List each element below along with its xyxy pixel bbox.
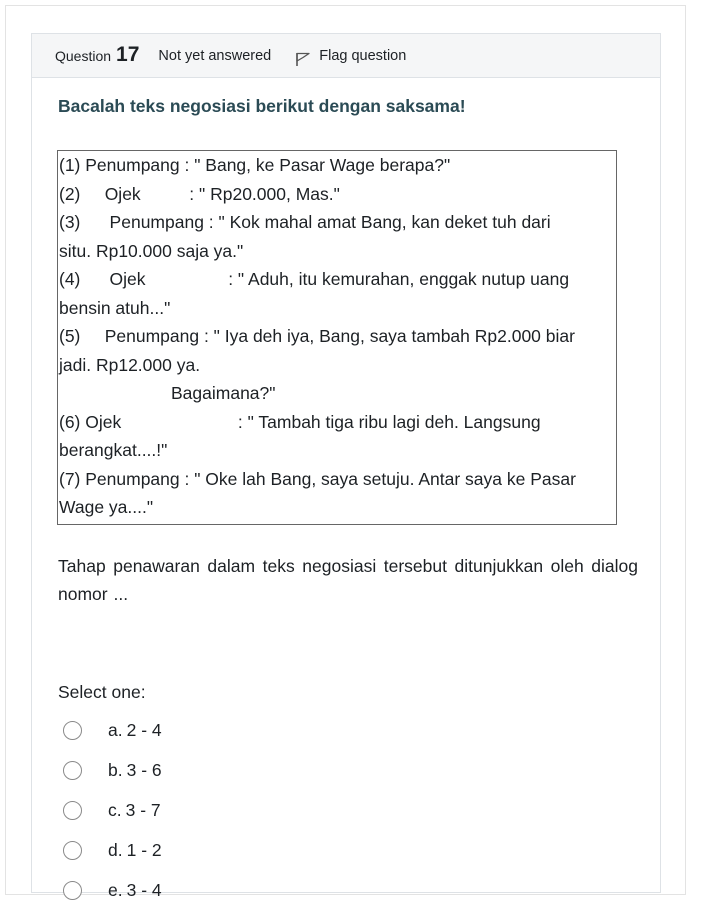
dialog-line-6: (6) Ojek : " Tambah tiga ribu lagi deh. Langsung xyxy=(59,411,541,432)
flag-question-button[interactable] xyxy=(295,48,406,64)
select-one-label: Select one: xyxy=(58,682,146,702)
dialog-line-4: (4) Ojek : " Aduh, itu kemurahan, enggak nutup uang xyxy=(59,269,570,289)
option-text: 3 - 7 xyxy=(125,799,161,820)
flag-question-label: Flag question xyxy=(319,47,407,64)
question-info-bar xyxy=(32,34,660,78)
radio-button[interactable] xyxy=(63,721,82,740)
option-text: 3 - 4 xyxy=(126,879,162,900)
option-letter: c. xyxy=(108,799,122,820)
dialog-line-2: (2) Ojek : " Rp20.000, Mas." xyxy=(59,183,340,204)
dialog-line-7: (7) Penumpang : " Oke lah Bang, saya setuju. Antar saya ke Pasar xyxy=(59,468,576,489)
option-e[interactable] xyxy=(63,870,162,910)
option-d[interactable] xyxy=(63,830,162,870)
dialog-line-1: (1) Penumpang : " Bang, ke Pasar Wage berapa?" xyxy=(59,155,451,175)
dialog-line-4-cont: bensin atuh..." xyxy=(59,297,171,318)
dialog-line-7-cont: Wage ya...." xyxy=(59,497,154,517)
dialog-line-5: (5) Penumpang : " Iya deh iya, Bang, saya tambah Rp2.000 biar xyxy=(59,326,575,346)
radio-button[interactable] xyxy=(63,801,82,820)
answer-options xyxy=(63,710,162,910)
radio-button[interactable] xyxy=(63,881,82,900)
negotiation-text-box xyxy=(57,150,617,525)
option-text: 2 - 4 xyxy=(126,719,162,740)
flag-icon xyxy=(295,51,311,67)
dialog-line-5-cont2: Bagaimana?" xyxy=(171,383,276,403)
dialog-line-6-cont: berangkat....!" xyxy=(59,440,168,460)
instruction-heading: Bacalah teks negosiasi berikut dengan saksama! xyxy=(58,96,466,116)
dialog-line-5-cont: jadi. Rp12.000 ya. xyxy=(59,354,201,375)
option-letter: e. xyxy=(108,879,123,900)
dialog-line-3-cont: situ. Rp10.000 saja ya." xyxy=(59,240,244,261)
question-state: Not yet answered xyxy=(158,47,272,64)
dialog-line-3: (3) Penumpang : " Kok mahal amat Bang, kan deket tuh dari xyxy=(59,212,551,232)
option-letter: d. xyxy=(108,839,123,860)
question-card xyxy=(31,33,661,900)
radio-button[interactable] xyxy=(63,841,82,860)
option-text: 1 - 2 xyxy=(126,839,162,860)
option-c[interactable] xyxy=(63,790,162,830)
question-prompt: Tahap penawaran dalam teks negosiasi tersebut ditunjukkan oleh dialog nomor ... xyxy=(58,556,638,604)
option-letter: b. xyxy=(108,759,123,780)
question-number: 17 xyxy=(116,42,140,66)
option-letter: a. xyxy=(108,719,123,740)
option-b[interactable] xyxy=(63,750,162,790)
question-label: Question xyxy=(55,47,112,64)
option-a[interactable] xyxy=(63,710,162,750)
radio-button[interactable] xyxy=(63,761,82,780)
option-text: 3 - 6 xyxy=(126,759,162,780)
